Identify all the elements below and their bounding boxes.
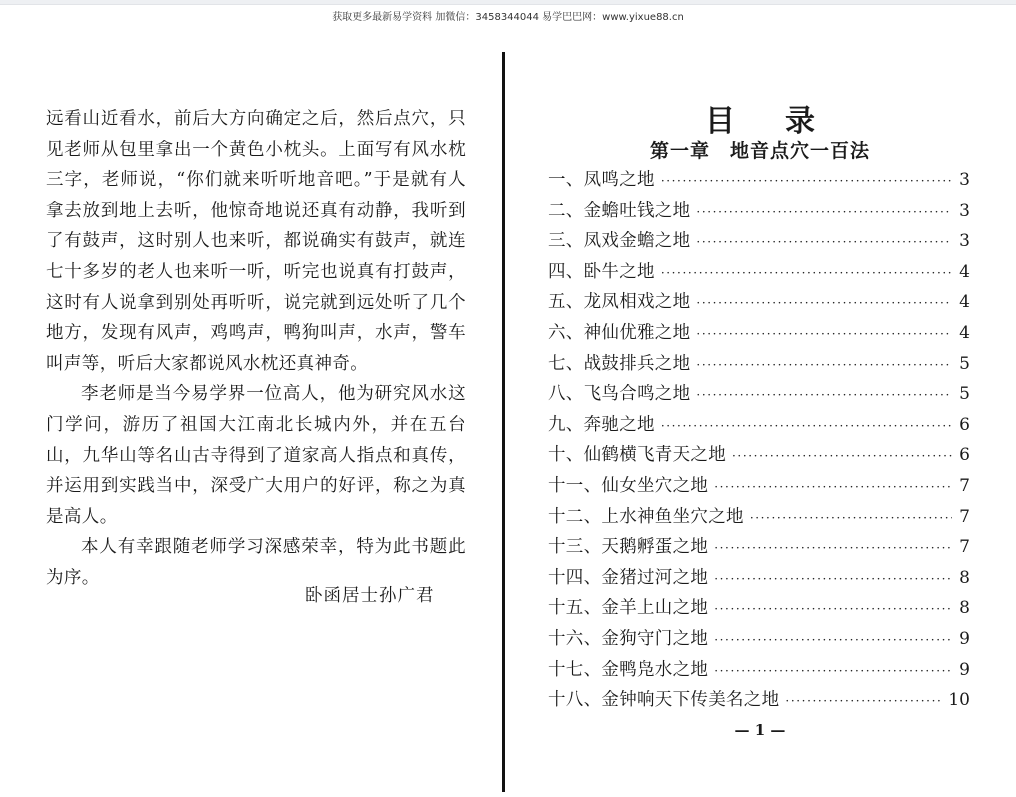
toc-entry[interactable]: [548, 564, 970, 595]
toc-entry[interactable]: [548, 380, 970, 411]
left-page-preface: [46, 104, 466, 594]
toc-entry-page: 7: [959, 537, 970, 558]
toc-entry-label: 五、龙凤相戏之地: [548, 292, 691, 313]
toc-entry-page: 3: [959, 231, 970, 252]
toc-entry-label: 二、金蟾吐钱之地: [548, 200, 691, 221]
toc-entry-page: 4: [959, 292, 970, 313]
chapter-heading: [540, 136, 980, 163]
toc-entry[interactable]: [548, 166, 970, 197]
toc-entry-label: 十五、金羊上山之地: [548, 598, 709, 619]
toc-leader-dots: [696, 296, 952, 310]
preface-paragraph: 李老师是当今易学界一位高人，他为研究风水这门学问，游历了祖国大江南北长城内外，并在五台山，九华山等名山古寺得到了道家高人指点和真传，并运用到实践当中，深受广大用户的好评，称之为真是高人。: [46, 384, 466, 527]
toc-entry-label: 八、飞鸟合鸣之地: [548, 384, 691, 405]
toc-entry-label: 六、神仙优雅之地: [548, 322, 691, 343]
toc-leader-dots: [714, 572, 952, 586]
toc-entry[interactable]: [548, 350, 970, 381]
toc-entry[interactable]: [548, 594, 970, 625]
page-gutter-divider: [502, 52, 505, 792]
toc-entry-label: 十八、金钟响天下传美名之地: [548, 690, 780, 711]
toc-entry[interactable]: [548, 197, 970, 228]
toc-entry[interactable]: [548, 656, 970, 687]
toc-entry-page: 3: [959, 170, 970, 190]
toc-entry-label: 十、仙鹤横飞青天之地: [548, 445, 726, 466]
toc-leader-dots: [785, 694, 942, 708]
page-number: — 1 —: [734, 721, 786, 739]
toc-entry-page: 5: [959, 384, 970, 405]
toc-leader-dots: [696, 388, 952, 402]
toc-entry-label: 九、奔驰之地: [548, 414, 655, 435]
toc-entry-page: 5: [959, 353, 970, 374]
toc-entry[interactable]: [548, 472, 970, 503]
toc-leader-dots: [661, 266, 952, 280]
toc-entry-label: 七、战鼓排兵之地: [548, 353, 691, 374]
toc-entry-label: 三、凤戏金蟾之地: [548, 231, 691, 252]
toc-entry-label: 十六、金狗守门之地: [548, 628, 709, 649]
toc-entry-page: 10: [948, 690, 970, 711]
toc-entry[interactable]: [548, 625, 970, 656]
toc-leader-dots: [732, 449, 952, 463]
toc-title: 目录: [705, 104, 865, 139]
toc-entry[interactable]: [548, 288, 970, 319]
toc-entry-label: 一、凤鸣之地: [548, 170, 655, 190]
toc-leader-dots: [696, 358, 952, 372]
toc-leader-dots: [696, 327, 952, 341]
chapter-title: 地音点穴一百法: [730, 140, 871, 162]
toc-entry-label: 十七、金鸭凫水之地: [548, 659, 709, 680]
watermark-banner: 获取更多最新易学资料 加微信：3458344044 易学巴巴网：www.yixue88.cn: [332, 12, 684, 23]
toc-entry-page: 6: [959, 414, 970, 435]
toc-list: [548, 166, 970, 717]
toc-entry-page: 7: [959, 475, 970, 496]
toc-entry[interactable]: [548, 227, 970, 258]
toc-entry[interactable]: [548, 503, 970, 534]
toc-entry-label: 十一、仙女坐穴之地: [548, 475, 709, 496]
toc-entry[interactable]: [548, 411, 970, 442]
preface-paragraph: 远看山近看水，前后大方向确定之后，然后点穴，只见老师从包里拿出一个黄色小枕头。上面写有风水枕三字，老师说，“你们就来听听地音吧。”于是就有人拿去放到地上去听，他惊奇地说还真有动静，我听到了有鼓声，这时别人也来听，都说确实有鼓声，就连七十多岁的老人也来听一听，听完也说真有打鼓声，这时有人说拿到别处再听听，说完就到远处听了几个地方，发现有风声，鸡鸣声，鸭狗叫声，水声，警车叫声等，听后大家都说风水枕还真神奇。: [46, 109, 466, 374]
toc-leader-dots: [714, 602, 952, 616]
top-bar: [0, 0, 1016, 5]
toc-leader-dots: [750, 511, 952, 525]
toc-leader-dots: [714, 480, 952, 494]
toc-entry-page: 9: [959, 628, 970, 649]
toc-leader-dots: [696, 235, 952, 249]
toc-entry-page: 6: [959, 445, 970, 466]
toc-entry-label: 十四、金猪过河之地: [548, 567, 709, 588]
toc-leader-dots: [696, 205, 952, 219]
preface-signature: 卧函居士孙广君: [305, 586, 435, 606]
toc-leader-dots: [714, 664, 952, 678]
toc-entry-page: 3: [959, 200, 970, 221]
toc-entry-page: 8: [959, 598, 970, 619]
toc-entry-page: 8: [959, 567, 970, 588]
chapter-number: 第一章: [649, 140, 710, 162]
toc-entry-page: 7: [959, 506, 970, 527]
toc-entry[interactable]: [548, 319, 970, 350]
toc-entry-page: 4: [959, 322, 970, 343]
toc-entry[interactable]: [548, 533, 970, 564]
toc-entry-page: 9: [959, 659, 970, 680]
toc-entry-label: 四、卧牛之地: [548, 261, 655, 282]
toc-entry[interactable]: [548, 258, 970, 289]
toc-leader-dots: [661, 419, 952, 433]
toc-entry[interactable]: [548, 686, 970, 717]
toc-entry-label: 十二、上水神鱼坐穴之地: [548, 506, 744, 527]
toc-entry-page: 4: [959, 261, 970, 282]
toc-entry-label: 十三、天鹅孵蛋之地: [548, 537, 709, 558]
toc-leader-dots: [714, 633, 952, 647]
preface-paragraph: 本人有幸跟随老师学习深感荣幸，特为此书题此为序。: [46, 537, 466, 588]
toc-entry[interactable]: [548, 441, 970, 472]
toc-leader-dots: [714, 541, 952, 555]
toc-leader-dots: [661, 174, 952, 188]
